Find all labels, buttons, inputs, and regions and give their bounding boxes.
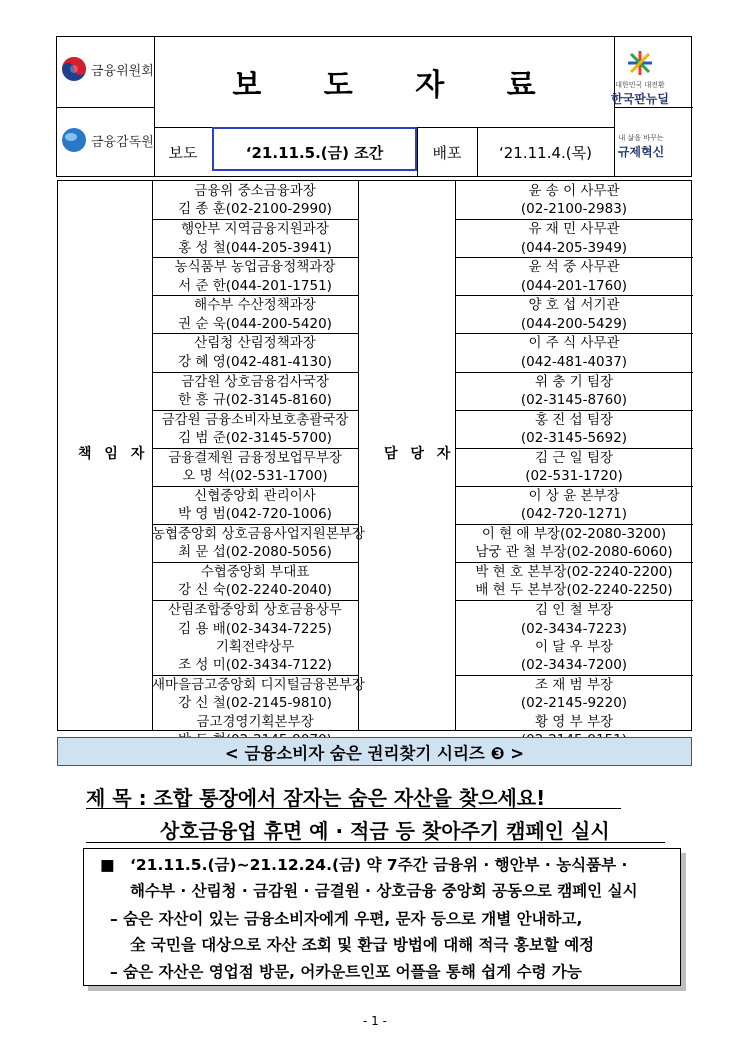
- contacts-table: [57, 180, 692, 731]
- summary-line: – 숨은 자산은 영업점 방문, 어카운트인포 어플을 통해 쉽게 수령 가능: [110, 963, 582, 981]
- in-charge-contact-text: 이 주 식 사무관: [528, 335, 620, 352]
- responsible-contact-text: 서 준 한(044-201-1751): [178, 277, 332, 294]
- new-deal-name: 한국판뉴딜: [611, 92, 669, 106]
- responsible-contact-text: 행안부 지역금융지원과장: [181, 221, 329, 238]
- responsible-contact-text: 산림청 산림정책과장: [194, 335, 316, 352]
- in-charge-contact-text: 김 인 철 부장: [534, 602, 614, 619]
- report-label: 보도: [168, 143, 198, 162]
- responsible-contact-text: 신협중앙회 관리이사: [194, 487, 316, 504]
- responsible-label: 책 임 자: [78, 446, 149, 462]
- responsible-contact-text: 금융결제원 금융정보업무부장: [168, 449, 342, 466]
- fsc-emblem-icon: [61, 56, 87, 82]
- in-charge-contact-text: (02-531-1720): [525, 468, 623, 485]
- responsible-contact-text: 김 용 배(02-3434-7225): [178, 620, 332, 637]
- report-date: ‘21.11.5.(금) 조간: [245, 143, 384, 162]
- subject-line-2: 상호금융업 휴면 예 · 적금 등 찾아주기 캠페인 실시: [160, 819, 610, 843]
- in-charge-contact-text: 조 재 범 부장: [534, 677, 614, 693]
- reform-name: 규제혁신: [617, 145, 665, 159]
- in-charge-contact-text: (02-3145-8760): [520, 391, 628, 408]
- summary-line: 全 국민을 대상으로 자산 조회 및 환급 방법에 대해 적극 홍보할 예정: [130, 936, 595, 954]
- responsible-contact-text: 수협중앙회 부대표: [200, 564, 310, 580]
- divider: [358, 181, 359, 730]
- in-charge-contact-text: 이 달 우 부장: [534, 638, 614, 655]
- in-charge-contact-text: (042-481-4037): [520, 353, 628, 370]
- summary-line: 해수부 · 산림청 · 금감원 · 금결원 · 상호금융 중앙회 공동으로 캠페인 실시: [130, 882, 638, 900]
- responsible-contact-text: 새마을금고중앙회 디지털금융본부장: [152, 677, 365, 693]
- responsible-contact-text: 금감원 상호금융검사국장: [181, 373, 329, 390]
- in-charge-contact-text: (02-2145-9220): [520, 695, 628, 712]
- summary-line: ‘21.11.5.(금)~21.12.24.(금) 약 7주간 금융위 · 행안부 · 농식품부 ·: [130, 856, 628, 874]
- responsible-contact-text: 농식품부 농업금융정책과장: [174, 259, 336, 276]
- fss-name: 금융감독원: [91, 134, 154, 150]
- korean-new-deal-logo: [610, 50, 670, 107]
- in-charge-contact-text: 양 호 섭 서기관: [528, 297, 620, 314]
- responsible-contact-text: 홍 성 철(044-205-3941): [178, 239, 332, 256]
- new-deal-star-icon: [625, 50, 655, 76]
- reform-tagline: 내 삶을 바꾸는: [618, 134, 664, 142]
- summary-line: – 숨은 자산이 있는 금융소비자에게 우편, 문자 등으로 개별 안내하고,: [110, 910, 583, 928]
- in-charge-contact-text: (02-3434-7200): [520, 657, 628, 674]
- responsible-contact-text: 금융위 중소금융과장: [194, 183, 316, 199]
- fss-logo: [61, 127, 154, 153]
- subject-underline: [86, 842, 665, 843]
- series-banner: < 금융소비자 숨은 권리찾기 시리즈 ❸ >: [57, 737, 692, 766]
- fss-emblem-icon: [61, 127, 87, 153]
- page-number: - 1 -: [363, 1014, 387, 1028]
- regulation-reform-logo: [610, 133, 672, 160]
- responsible-contact-text: 한 흥 규(02-3145-8160): [178, 391, 332, 408]
- divider: [57, 107, 154, 108]
- responsible-contact-text: 농협중앙회 상호금융사업지원본부장: [152, 525, 365, 542]
- in-charge-contact-text: 황 영 부 부장: [534, 713, 614, 730]
- in-charge-contact-text: 배 현 두 본부장(02-2240-2250): [475, 582, 673, 599]
- in-charge-contact-text: (02-3145-5692): [520, 430, 628, 446]
- responsible-contact-text: 기획전략상무: [215, 638, 295, 655]
- fsc-name: 금융위원회: [91, 63, 154, 79]
- in-charge-contact-text: 남궁 관 철 부장(02-2080-6060): [475, 544, 673, 561]
- responsible-contact-text: 강 신 철(02-2145-9810): [178, 695, 332, 712]
- responsible-contact-text: 산림조합중앙회 상호금융상무: [168, 602, 342, 619]
- in-charge-contact-text: 유 재 민 사무관: [528, 221, 620, 238]
- in-charge-contact-text: 윤 송 이 사무관: [528, 183, 620, 199]
- in-charge-contact-text: (044-200-5429): [520, 315, 628, 332]
- in-charge-contact-text: 홍 진 섭 팀장: [534, 411, 614, 428]
- responsible-contact-text: 권 순 욱(044-200-5420): [178, 315, 332, 332]
- fsc-logo: [61, 56, 154, 82]
- responsible-contact-text: 강 혜 영(042-481-4130): [178, 353, 332, 370]
- in-charge-contact-text: (02-2100-2983): [520, 201, 628, 218]
- new-deal-tagline: 대한민국 대전환: [615, 81, 665, 89]
- in-charge-contact-text: (044-201-1760): [520, 277, 628, 294]
- subject-underline: [86, 808, 621, 809]
- responsible-contact-text: 김 범 준(02-3145-5700): [178, 430, 332, 446]
- divider: [614, 107, 693, 108]
- responsible-contact-text: 조 성 미(02-3434-7122): [178, 657, 332, 674]
- responsible-contact-text: 박 영 범(042-720-1006): [178, 506, 332, 523]
- responsible-contact-text: 해수부 수산정책과장: [194, 297, 316, 314]
- in-charge-contact-text: 박 현 호 본부장(02-2240-2200): [475, 564, 673, 580]
- summary-bullet: ■: [100, 856, 115, 874]
- responsible-contact-text: 오 명 석(02-531-1700): [182, 468, 328, 485]
- page-title: 보 도 자 료: [232, 68, 562, 103]
- responsible-contact-text: 강 신 숙(02-2240-2040): [178, 582, 332, 599]
- in-charge-label: 담 당 자: [384, 446, 455, 462]
- report-highlight-box: [212, 127, 417, 171]
- responsible-contact-text: 김 종 훈(02-2100-2990): [178, 201, 332, 218]
- in-charge-contact-text: (02-3434-7223): [520, 620, 628, 637]
- in-charge-contact-text: (044-205-3949): [520, 239, 628, 256]
- summary-box: [83, 848, 681, 986]
- distribution-date: ‘21.11.4.(목): [499, 143, 592, 162]
- subject-line-1: 제 목 : 조합 통장에서 잠자는 숨은 자산을 찾으세요!: [86, 786, 546, 810]
- in-charge-contact-text: 위 충 기 팀장: [534, 373, 614, 390]
- responsible-contact-text: 금감원 금융소비자보호총괄국장: [161, 411, 349, 428]
- responsible-contact-text: 금고경영기획본부장: [196, 713, 314, 730]
- responsible-contact-text: 최 문 섭(02-2080-5056): [178, 544, 332, 561]
- in-charge-contact-text: (042-720-1271): [520, 506, 628, 523]
- in-charge-contact-text: 이 현 애 부장(02-2080-3200): [481, 525, 667, 542]
- in-charge-contact-text: 이 상 윤 본부장: [528, 487, 620, 504]
- distribution-label: 배포: [432, 143, 462, 162]
- in-charge-contact-text: 김 근 일 팀장: [534, 449, 614, 466]
- in-charge-contact-text: 윤 석 중 사무관: [528, 259, 620, 276]
